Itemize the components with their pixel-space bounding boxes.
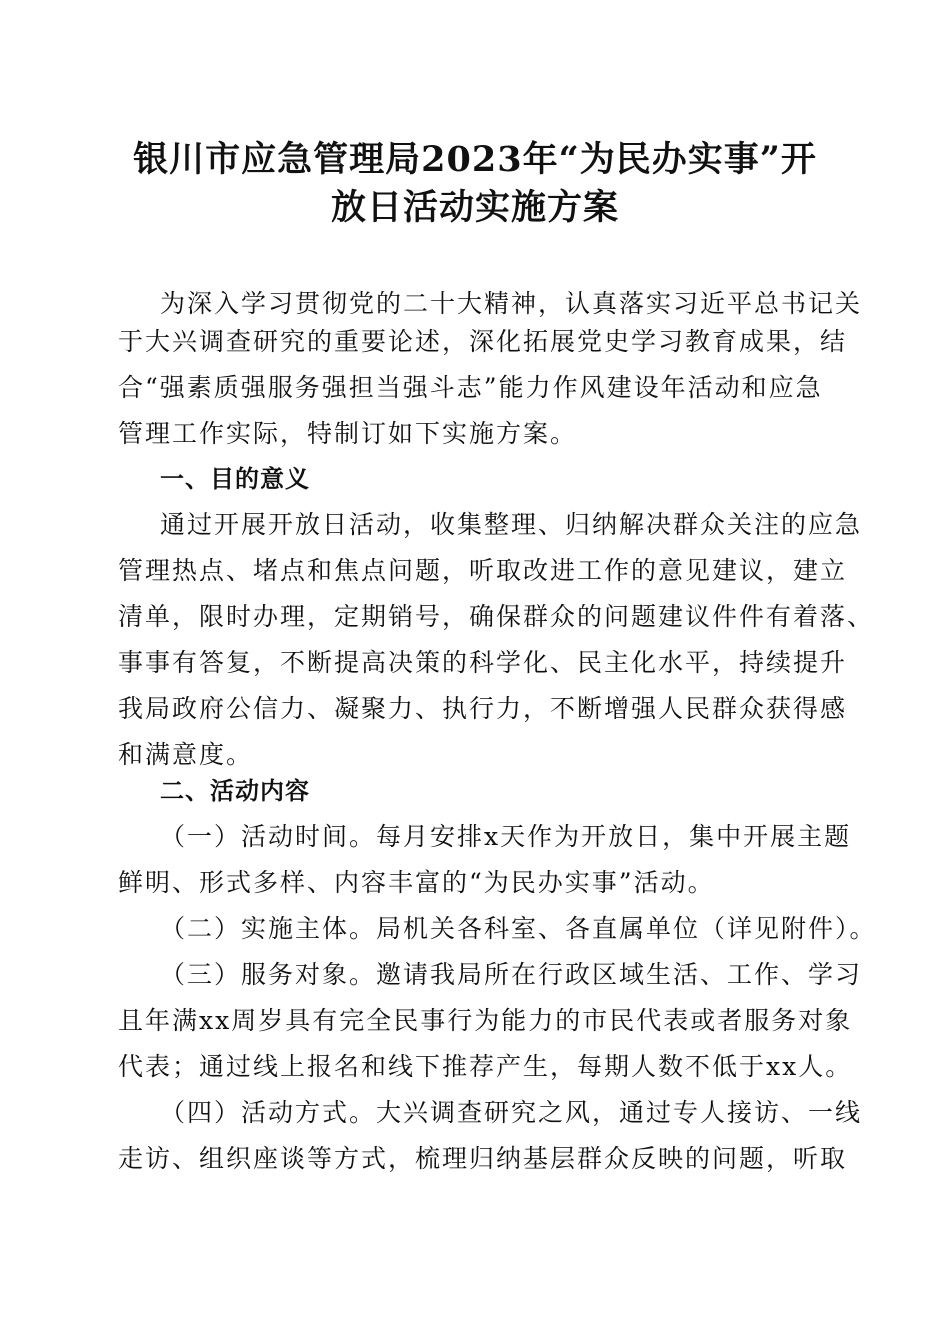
document-title <box>110 136 840 232</box>
title-line-2: 放日活动实施方案 <box>330 187 619 228</box>
body-line: 合“强素质强服务强担当强斗志”能力作风建设年活动和应急 <box>118 373 823 402</box>
section-heading-2: 二、活动内容 <box>160 777 310 805</box>
body-line: 管理热点、堵点和焦点问题，听取改进工作的意见建议，建立 <box>118 556 848 585</box>
body-line: 走访、组织座谈等方式，梳理归纳基层群众反映的问题，听取 <box>118 1144 848 1173</box>
title-line-1: 银川市应急管理局2023年“为民办实事”开 <box>133 139 817 180</box>
body-line: （三）服务对象。邀请我局所在行政区域生活、工作、学习 <box>160 960 863 989</box>
body-line: （二）实施主体。局机关各科室、各直属单位（详见附件）。 <box>160 914 877 943</box>
body-line: 且年满xx周岁具有完全民事行为能力的市民代表或者服务对象 <box>118 1006 853 1035</box>
body-line: （四）活动方式。大兴调查研究之风，通过专人接访、一线 <box>160 1098 863 1127</box>
body-line: 为深入学习贯彻党的二十大精神，认真落实习近平总书记关 <box>160 289 863 318</box>
body-line: （一）活动时间。每月安排x天作为开放日，集中开展主题 <box>160 822 852 851</box>
body-line: 我局政府公信力、凝聚力、执行力，不断增强人民群众获得感 <box>118 694 848 723</box>
body-line: 鲜明、形式多样、内容丰富的“为民办实事”活动。 <box>118 868 715 897</box>
body-line: 于大兴调查研究的重要论述，深化拓展党史学习教育成果，结 <box>118 327 848 356</box>
section-heading-1: 一、目的意义 <box>160 465 310 493</box>
body-line: 管理工作实际，特制订如下实施方案。 <box>118 419 578 448</box>
body-line: 通过开展开放日活动，收集整理、归纳解决群众关注的应急 <box>160 510 863 539</box>
body-line: 代表；通过线上报名和线下推荐产生，每期人数不低于xx人。 <box>118 1052 853 1081</box>
body-line: 和满意度。 <box>118 740 254 769</box>
body-line: 清单，限时办理，定期销号，确保群众的问题建议件件有着落、 <box>118 602 875 631</box>
body-line: 事事有答复，不断提高决策的科学化、民主化水平，持续提升 <box>118 648 848 677</box>
